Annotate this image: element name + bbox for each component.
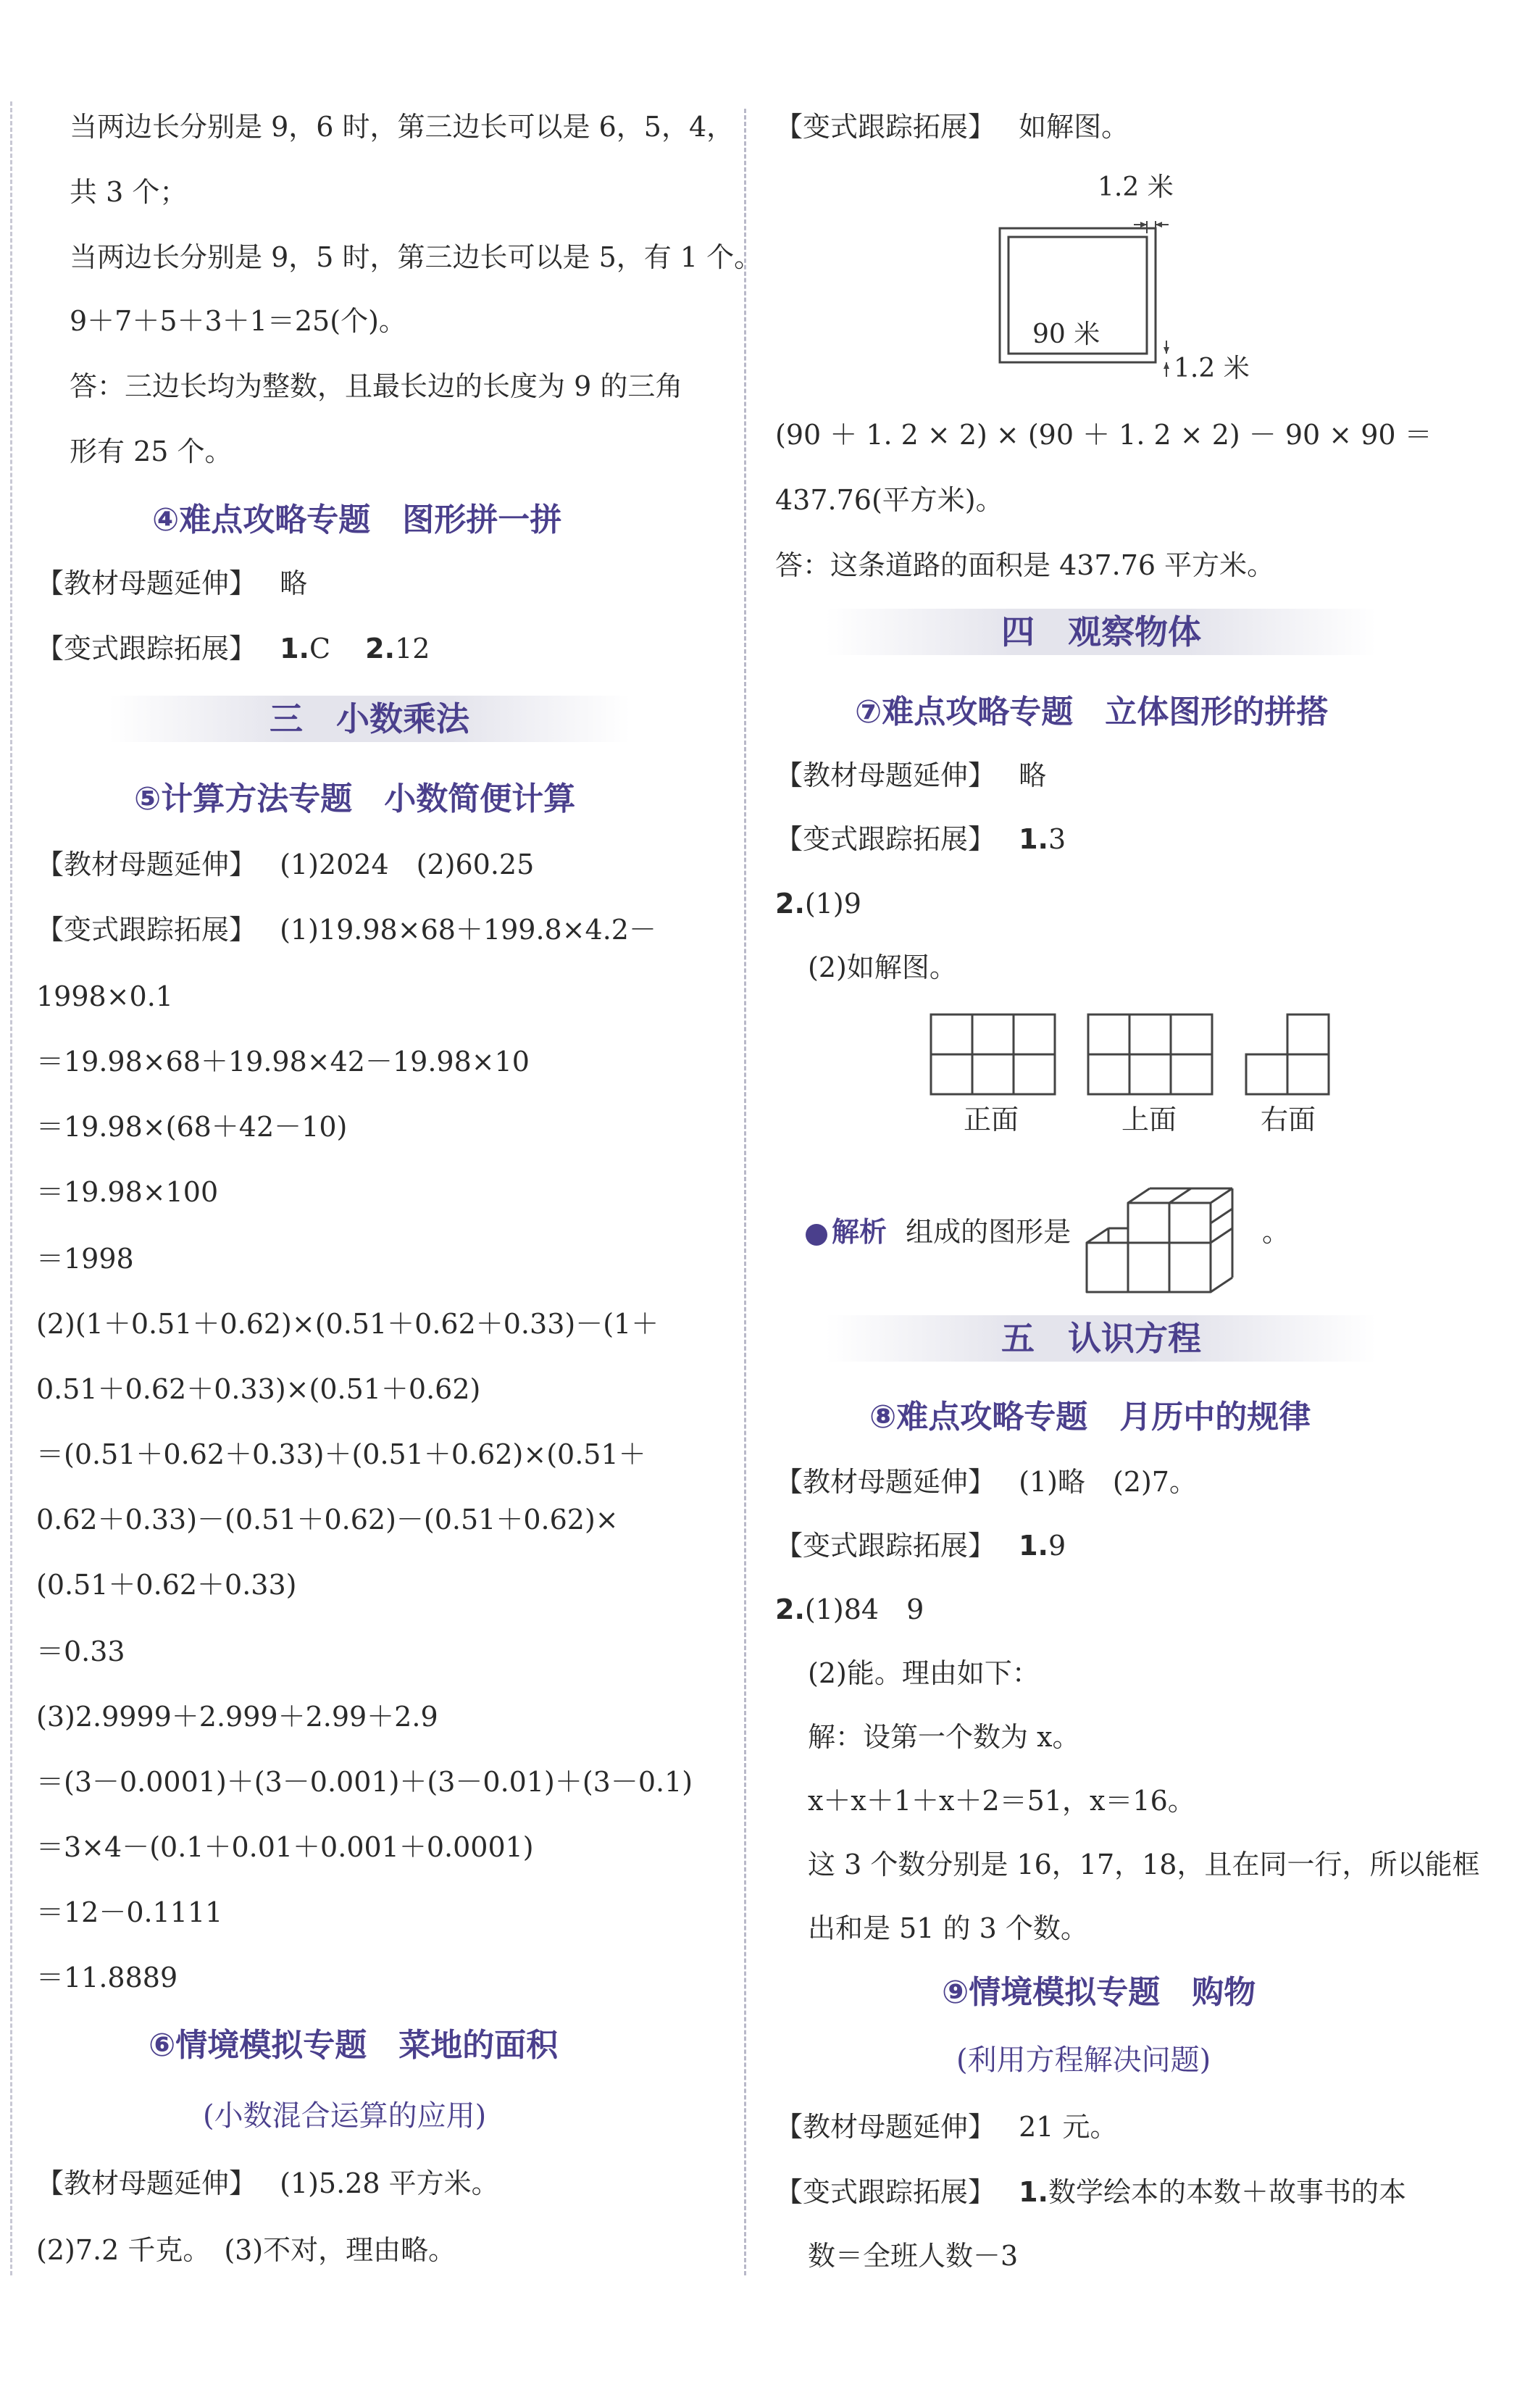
analysis-end: 。	[1262, 1216, 1290, 1248]
arrow-head	[1164, 362, 1169, 369]
item-number: 2.	[775, 888, 805, 920]
text-line: 当两边长分别是 9，5 时，第三边长可以是 5，有 1 个。	[70, 241, 762, 273]
answer-tag: 【变式跟踪拓展】	[36, 914, 257, 946]
analysis-tag: 解析	[832, 1216, 887, 1248]
answer-text: 略	[280, 567, 308, 599]
side-length-label: 90 米	[1032, 320, 1100, 349]
road-width-label: 1.2 米	[1098, 172, 1174, 202]
text-line: 形有 25 个。	[70, 436, 233, 467]
three-views-diagram	[927, 1007, 1333, 1145]
answer-text: 21 元。	[1019, 2111, 1118, 2143]
answer-tag: 【教材母题延伸】	[36, 567, 257, 599]
answer-line: 这 3 个数分别是 16，17，18，且在同一行，所以能框	[808, 1849, 1480, 1880]
calc-line: ＝3×4－(0.1＋0.01＋0.001＋0.0001)	[36, 1831, 534, 1863]
item-number: 1.	[1019, 1530, 1048, 1562]
item-number: 2.	[365, 633, 396, 665]
answer-line	[775, 1464, 1197, 1500]
arrow-head	[1140, 222, 1147, 228]
answer-line	[775, 109, 1129, 145]
answer-tag: 【变式跟踪拓展】	[775, 2176, 996, 2208]
answer-line	[36, 912, 656, 948]
cube-stack-icon	[1083, 1167, 1261, 1297]
answer-line	[775, 886, 861, 922]
answer-line	[775, 757, 1046, 793]
answer-tag: 【变式跟踪拓展】	[775, 1530, 996, 1562]
answer-line	[36, 630, 430, 667]
road-diagram	[964, 167, 1282, 384]
section-subheading: (小数混合运算的应用)	[203, 2099, 487, 2133]
calc-line: ＝(3－0.0001)＋(3－0.001)＋(3－0.01)＋(3－0.1)	[36, 1766, 693, 1798]
calc-line: ＝0.33	[36, 1636, 125, 1667]
calc-line: 答：这条道路的面积是 437.76 平方米。	[775, 549, 1275, 581]
answer-line: 数＝全班人数－3	[808, 2240, 1019, 2272]
answer-line: (2)能。理由如下：	[808, 1657, 1040, 1689]
calc-line: 437.76(平方米)。	[775, 484, 1003, 516]
answer-line	[36, 565, 307, 601]
text-line: 共 3 个；	[70, 176, 188, 208]
answer-text: 12	[395, 633, 430, 665]
answer-text: (1)84 9	[804, 1593, 924, 1625]
calc-line: ＝1998	[36, 1243, 134, 1275]
answer-text: (1)2024 (2)60.25	[280, 849, 535, 880]
answer-tag: 【教材母题延伸】	[775, 759, 996, 791]
answer-line	[36, 2165, 499, 2201]
road-width-label: 1.2 米	[1174, 354, 1250, 383]
calc-line: ＝(0.51＋0.62＋0.33)＋(0.51＋0.62)×(0.51＋	[36, 1438, 646, 1470]
answer-text: 9	[1048, 1530, 1066, 1562]
front-view	[931, 1015, 1055, 1094]
section-heading: ⑨情境模拟专题 购物	[942, 1974, 1256, 2011]
answer-tag: 【变式跟踪拓展】	[36, 633, 257, 665]
answer-line	[775, 2109, 1118, 2145]
calc-line: ＝11.8889	[36, 1962, 178, 1994]
answer-text: 3	[1048, 823, 1066, 855]
section-subheading: (利用方程解决问题)	[956, 2044, 1211, 2077]
answer-text: 数学绘本的本数＋故事书的本	[1048, 2176, 1407, 2208]
arrow-head	[1156, 222, 1162, 228]
answer-line: 解：设第一个数为 x。	[808, 1721, 1080, 1753]
calc-line: ＝19.98×100	[36, 1176, 219, 1208]
answer-line: 出和是 51 的 3 个数。	[808, 1912, 1088, 1944]
answer-tag: 【教材母题延伸】	[36, 849, 257, 880]
answer-text: 略	[1019, 759, 1047, 791]
analysis-text: 组成的图形是	[906, 1216, 1072, 1248]
calc-line: 0.62＋0.33)－(0.51＋0.62)－(0.51＋0.62)×	[36, 1504, 619, 1536]
column-divider	[744, 109, 746, 2275]
answer-tag: 【教材母题延伸】	[775, 1466, 996, 1498]
answer-text: (1)19.98×68＋199.8×4.2－	[280, 914, 656, 946]
item-number: 1.	[1019, 2176, 1048, 2208]
calc-line: 1998×0.1	[36, 980, 173, 1012]
calc-line: (90 ＋ 1. 2 × 2) × (90 ＋ 1. 2 × 2) － 90 × 90 ＝	[775, 419, 1432, 451]
item-number: 1.	[280, 633, 309, 665]
answer-line: (2)如解图。	[808, 951, 957, 983]
section-heading: ⑤计算方法专题 小数简便计算	[134, 780, 576, 817]
chapter-heading: 五 认识方程	[826, 1315, 1377, 1362]
answer-text: C	[309, 633, 331, 665]
answer-line	[775, 2174, 1406, 2210]
answer-text: (1)9	[804, 888, 861, 920]
chapter-heading: 三 小数乘法	[109, 696, 630, 742]
left-margin-line	[10, 101, 12, 2275]
analysis-icon	[806, 1224, 827, 1246]
analysis-line	[806, 1214, 1071, 1250]
calc-line: ＝12－0.1111	[36, 1896, 223, 1928]
answer-text: 如解图。	[1019, 111, 1129, 143]
view-label: 正面	[964, 1104, 1019, 1136]
answer-line	[775, 1528, 1066, 1564]
answer-line: (2)7.2 千克。 (3)不对，理由略。	[36, 2234, 456, 2266]
answer-tag: 【教材母题延伸】	[36, 2167, 257, 2199]
right-view	[1246, 1015, 1329, 1094]
calc-line: (3)2.9999＋2.999＋2.99＋2.9	[36, 1701, 438, 1733]
answer-tag: 【变式跟踪拓展】	[775, 111, 996, 143]
answer-text: (1)5.28 平方米。	[280, 2167, 499, 2199]
top-view	[1088, 1015, 1212, 1094]
section-heading: ⑥情境模拟专题 菜地的面积	[149, 2027, 559, 2064]
calc-line: (2)(1＋0.51＋0.62)×(0.51＋0.62＋0.33)－(1＋	[36, 1308, 659, 1340]
text-line: 当两边长分别是 9，6 时，第三边长可以是 6，5，4，	[70, 111, 735, 143]
answer-line: x＋x＋1＋x＋2＝51，x＝16。	[808, 1785, 1195, 1817]
answer-tag: 【教材母题延伸】	[775, 2111, 996, 2143]
answer-line	[775, 1591, 924, 1628]
item-number: 1.	[1019, 823, 1048, 855]
section-heading: ⑧难点攻略专题 月历中的规律	[869, 1399, 1311, 1436]
answer-line	[36, 846, 534, 883]
text-line: 9＋7＋5＋3＋1＝25(个)。	[70, 305, 406, 337]
item-number: 2.	[775, 1593, 805, 1625]
calc-line: ＝19.98×(68＋42－10)	[36, 1111, 348, 1143]
calc-line: 0.51＋0.62＋0.33)×(0.51＋0.62)	[36, 1373, 481, 1405]
chapter-heading: 四 观察物体	[826, 609, 1377, 655]
section-heading: ⑦难点攻略专题 立体图形的拼搭	[855, 693, 1329, 730]
arrow-head	[1164, 347, 1169, 354]
answer-tag: 【变式跟踪拓展】	[775, 823, 996, 855]
view-label: 上面	[1121, 1104, 1177, 1136]
section-heading: ④难点攻略专题 图形拼一拼	[152, 501, 562, 538]
view-label: 右面	[1261, 1104, 1316, 1136]
answer-text: (1)略 (2)7。	[1019, 1466, 1197, 1498]
text-line: 答：三边长均为整数，且最长边的长度为 9 的三角	[70, 370, 683, 402]
answer-line	[775, 821, 1066, 857]
calc-line: ＝19.98×68＋19.98×42－19.98×10	[36, 1046, 530, 1078]
calc-line: (0.51＋0.62＋0.33)	[36, 1569, 297, 1601]
